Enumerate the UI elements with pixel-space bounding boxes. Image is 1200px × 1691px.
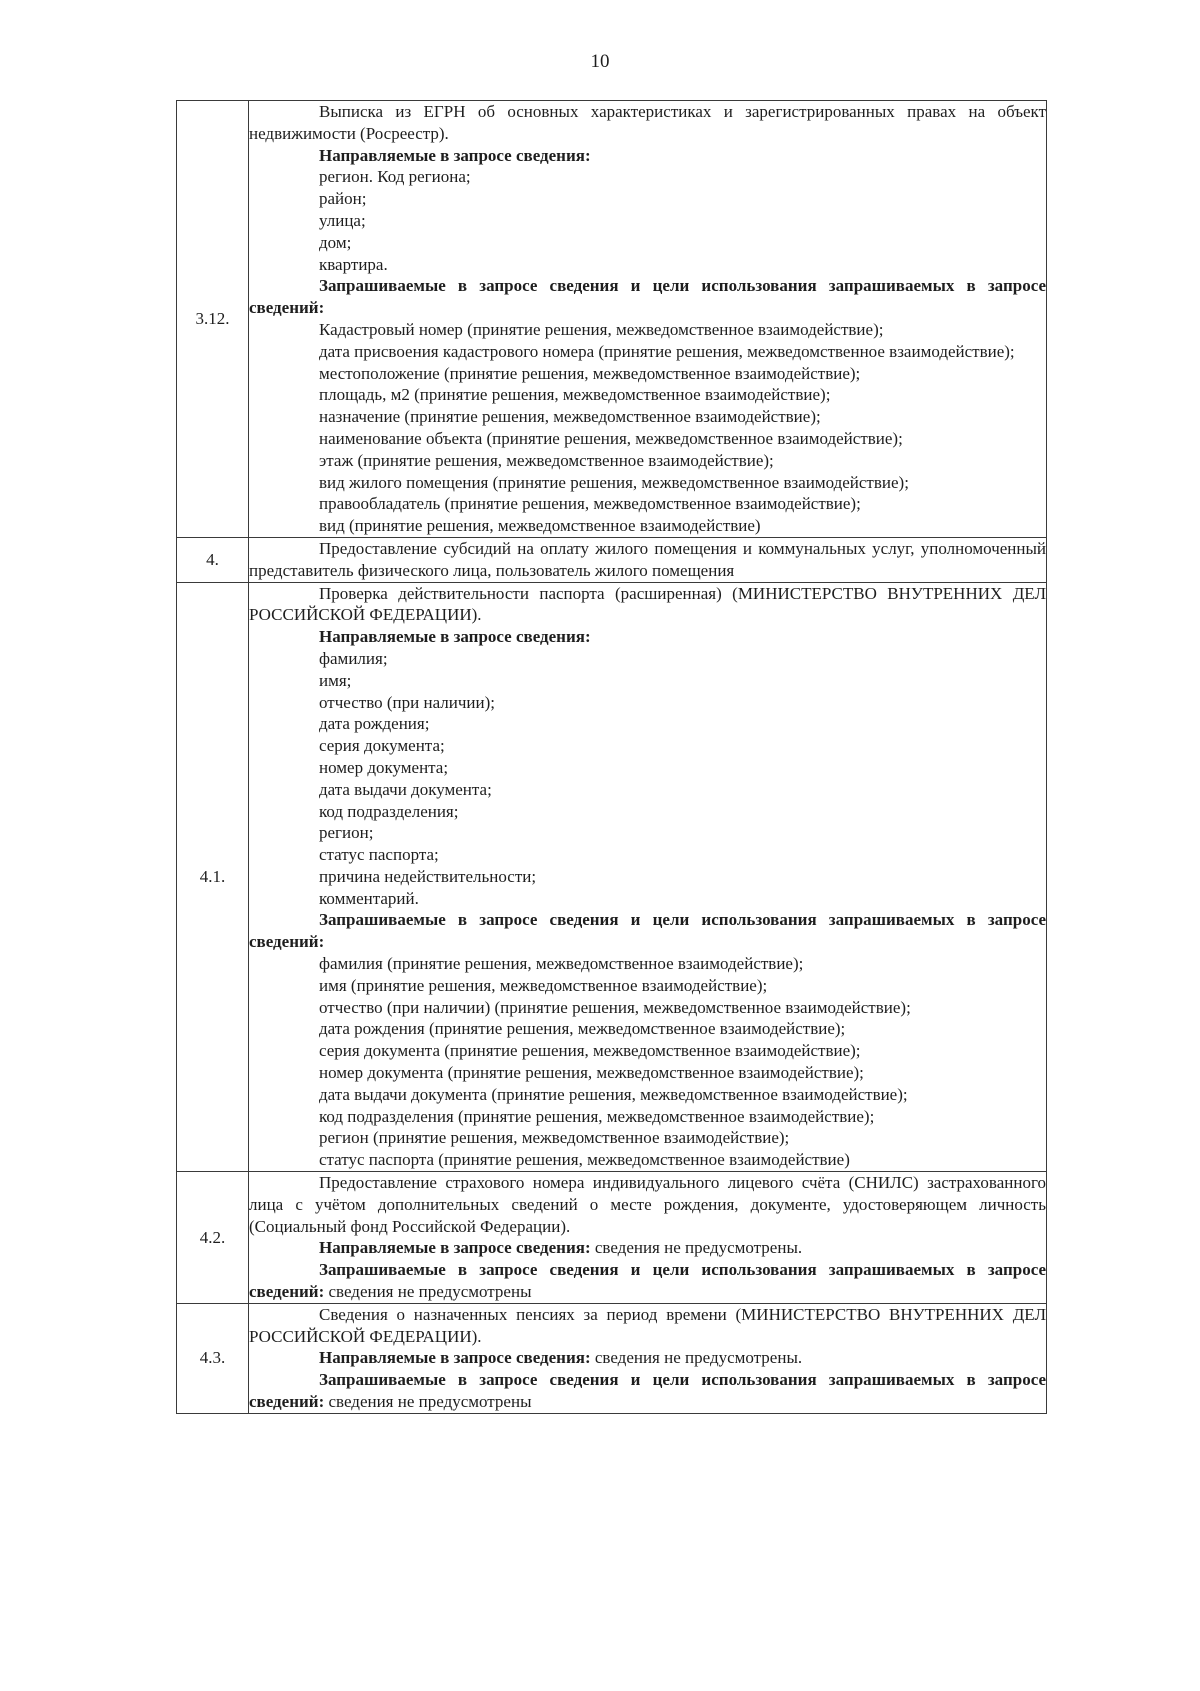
list-item: этаж (принятие решения, межведомственное взаимодействие); (319, 450, 774, 470)
requested-heading: Запрашиваемые в запросе сведения и цели использования запрашиваемых в запросе сведений: (249, 1260, 1046, 1302)
requested-heading: Запрашиваемые в запросе сведения и цели использования запрашиваемых в запросе сведений: (249, 910, 1046, 952)
service-title: Выписка из ЕГРН об основных характеристиках и зарегистрированных правах на объект недвижимости (Росреестр). (249, 102, 1046, 143)
list-item: дата выдачи документа; (319, 779, 492, 799)
row-number: 4.2. (177, 1172, 249, 1304)
list-item: площадь, м2 (принятие решения, межведомственное взаимодействие); (319, 385, 831, 405)
sent-value: сведения не предусмотрены. (590, 1238, 803, 1258)
sent-heading: Направляемые в запросе сведения: (319, 1238, 591, 1258)
list-item: дом; (319, 232, 352, 252)
requested-value: сведения не предусмотрены (324, 1282, 532, 1302)
requested-value: сведения не предусмотрены (324, 1392, 532, 1412)
row-number: 4.3. (177, 1303, 249, 1413)
list-item: отчество (при наличии) (принятие решения, межведомственное взаимодействие); (319, 997, 911, 1017)
table-row-3-12 (177, 101, 1047, 538)
sent-heading: Направляемые в запросе сведения: (319, 627, 591, 647)
list-item: фамилия (принятие решения, межведомственное взаимодействие); (319, 954, 804, 974)
sent-heading: Направляемые в запросе сведения: (319, 145, 591, 165)
service-title: Сведения о назначенных пенсиях за период времени (МИНИСТЕРСТВО ВНУТРЕННИХ ДЕЛ РОССИЙСКОЙ ФЕДЕРАЦИИ). (249, 1304, 1046, 1346)
list-item: регион; (319, 823, 374, 843)
list-item: дата рождения; (319, 714, 430, 734)
list-item: отчество (при наличии); (319, 692, 495, 712)
list-item: дата присвоения кадастрового номера (принятие решения, межведомственное взаимодействие); (319, 341, 1015, 361)
list-item: район; (319, 189, 367, 209)
list-item: причина недействительности; (319, 866, 537, 886)
table-row-4-3 (177, 1303, 1047, 1413)
sent-line (249, 1347, 1046, 1369)
list-item: статус паспорта; (319, 845, 439, 865)
list-item: код подразделения (принятие решения, межведомственное взаимодействие); (319, 1106, 875, 1126)
list-item: наименование объекта (принятие решения, межведомственное взаимодействие); (319, 428, 903, 448)
requested-heading: Запрашиваемые в запросе сведения и цели использования запрашиваемых в запросе сведений: (249, 1370, 1046, 1412)
row-content (249, 101, 1047, 538)
row-content (249, 537, 1047, 582)
list-item: код подразделения; (319, 801, 459, 821)
sent-value: сведения не предусмотрены. (590, 1348, 803, 1368)
table-row-4 (177, 537, 1047, 582)
service-title: Предоставление страхового номера индивидуального лицевого счёта (СНИЛС) застрахованного лица с учётом дополнительных сведений о месте рождения, документе, удостоверяющем личность (Социальный фонд Российской Федерации). (249, 1173, 1046, 1236)
list-item: статус паспорта (принятие решения, межведомственное взаимодействие) (319, 1150, 850, 1170)
list-item: квартира. (319, 254, 388, 274)
list-item: номер документа; (319, 757, 449, 777)
requested-heading: Запрашиваемые в запросе сведения и цели использования запрашиваемых в запросе сведений: (249, 276, 1046, 318)
list-item: улица; (319, 210, 366, 230)
row-content (249, 1303, 1047, 1413)
list-item: фамилия; (319, 648, 388, 668)
row-number: 3.12. (177, 101, 249, 538)
list-item: комментарий. (319, 888, 419, 908)
list-item: серия документа; (319, 736, 445, 756)
requested-line (249, 1369, 1046, 1413)
row-content (249, 582, 1047, 1172)
row-number: 4. (177, 537, 249, 582)
list-item: назначение (принятие решения, межведомственное взаимодействие); (319, 407, 821, 427)
list-item: Кадастровый номер (принятие решения, межведомственное взаимодействие); (319, 319, 884, 339)
sent-heading: Направляемые в запросе сведения: (319, 1348, 591, 1368)
data-table (176, 100, 1047, 1414)
list-item: местоположение (принятие решения, межведомственное взаимодействие); (319, 363, 861, 383)
list-item: правообладатель (принятие решения, межведомственное взаимодействие); (319, 494, 861, 514)
list-item: вид жилого помещения (принятие решения, межведомственное взаимодействие); (319, 472, 909, 492)
row-content (249, 1172, 1047, 1304)
page-number: 10 (590, 51, 610, 72)
list-item: дата выдачи документа (принятие решения, межведомственное взаимодействие); (319, 1084, 908, 1104)
service-title: Проверка действительности паспорта (расширенная) (МИНИСТЕРСТВО ВНУТРЕННИХ ДЕЛ РОССИЙСКОЙ ФЕДЕРАЦИИ). (249, 583, 1046, 625)
list-item: номер документа (принятие решения, межведомственное взаимодействие); (319, 1063, 864, 1083)
row-number: 4.1. (177, 582, 249, 1172)
list-item: имя; (319, 670, 352, 690)
sent-line (249, 1237, 1046, 1259)
list-item: вид (принятие решения, межведомственное взаимодействие) (319, 516, 761, 536)
list-item: регион. Код региона; (319, 167, 471, 187)
table-row-4-1 (177, 582, 1047, 1172)
list-item: дата рождения (принятие решения, межведомственное взаимодействие); (319, 1019, 846, 1039)
list-item: имя (принятие решения, межведомственное взаимодействие); (319, 975, 768, 995)
requested-line (249, 1259, 1046, 1303)
list-item: регион (принятие решения, межведомственное взаимодействие); (319, 1128, 790, 1148)
list-item: серия документа (принятие решения, межведомственное взаимодействие); (319, 1041, 861, 1061)
table-row-4-2 (177, 1172, 1047, 1304)
section-title: Предоставление субсидий на оплату жилого помещения и коммунальных услуг, уполномоченный представитель физического лица, пользователь жилого помещения (249, 538, 1046, 580)
